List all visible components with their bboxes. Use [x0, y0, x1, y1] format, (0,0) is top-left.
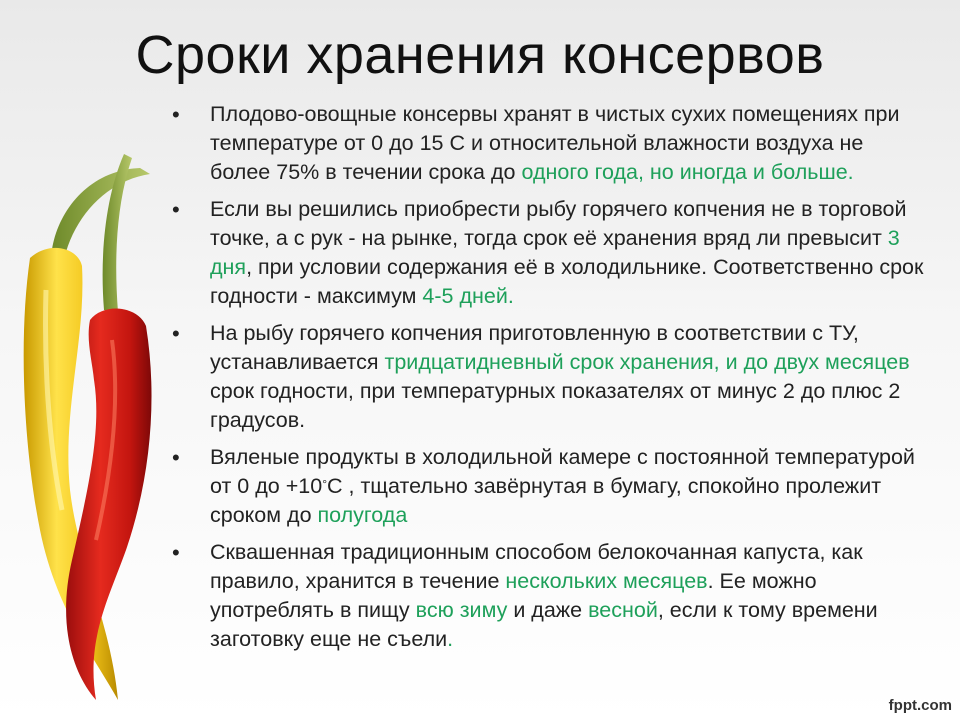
- highlight-text: тридцатидневный срок хранения, и до двух месяцев: [384, 350, 910, 374]
- bullet-text: , при условии содержания её в холодильнике. Соответственно срок годности - максимум: [210, 255, 924, 308]
- bullet-text: °: [322, 477, 327, 491]
- bullet-text: С , тщательно завёрнутая в бумагу, спокойно пролежит сроком до: [210, 474, 882, 527]
- bullet-text: На рыбу горячего копчения приготовленную в соответствии с ТУ, устанавливается: [210, 321, 859, 374]
- highlight-text: .: [447, 627, 454, 651]
- bullet-text: Вяленые продукты в холодильной камере с постоянной температурой от 0 до +10: [210, 445, 915, 498]
- highlight-text: полугода: [317, 503, 408, 527]
- bullet-item: [168, 319, 928, 435]
- highlight-text: нескольких месяцев: [505, 569, 708, 593]
- bullet-dot-icon: •: [172, 197, 180, 222]
- bullet-item: [168, 538, 928, 654]
- bullet-dot-icon: •: [172, 321, 180, 346]
- highlight-text: 3 дня: [210, 226, 900, 279]
- fppt-logo: fppt.com: [888, 697, 952, 714]
- bullet-text: и даже: [507, 598, 589, 622]
- bullet-dot-icon: •: [172, 102, 180, 127]
- red-pepper: [66, 309, 151, 700]
- chili-peppers-illustration: [0, 140, 190, 710]
- bullet-dot-icon: •: [172, 540, 180, 565]
- bullet-item: [168, 443, 928, 530]
- bullet-item: [168, 100, 928, 187]
- highlight-text: одного года, но иногда и больше.: [521, 160, 854, 184]
- yellow-pepper-stem: [52, 168, 150, 252]
- bullet-text: , если к тому времени заготовку еще не съели: [210, 598, 878, 651]
- bullet-text: Плодово-овощные консервы хранят в чистых сухих помещениях при температуре от 0 до 15 С и относительной влажности воздуха не более 75% в течении срока до: [210, 102, 900, 184]
- highlight-text: весной: [588, 598, 658, 622]
- highlight-text: 4-5 дней.: [422, 284, 514, 308]
- highlight-text: всю зиму: [415, 598, 508, 622]
- bullet-text: . Ее можно употреблять в пищу: [210, 569, 817, 622]
- bullet-list: [168, 100, 928, 662]
- bullet-text: срок годности, при температурных показателях от минус 2 до плюс 2 градусов.: [210, 379, 901, 432]
- bullet-text: Сквашенная традиционным способом белокочанная капуста, как правило, хранится в течение: [210, 540, 863, 593]
- bullet-item: [168, 195, 928, 311]
- bullet-dot-icon: •: [172, 445, 180, 470]
- bullet-text: Если вы решились приобрести рыбу горячего копчения не в торговой точке, а с рук - на рынке, тогда срок её хранения вряд ли превысит: [210, 197, 907, 250]
- slide-title: Сроки хранения консервов: [135, 25, 825, 85]
